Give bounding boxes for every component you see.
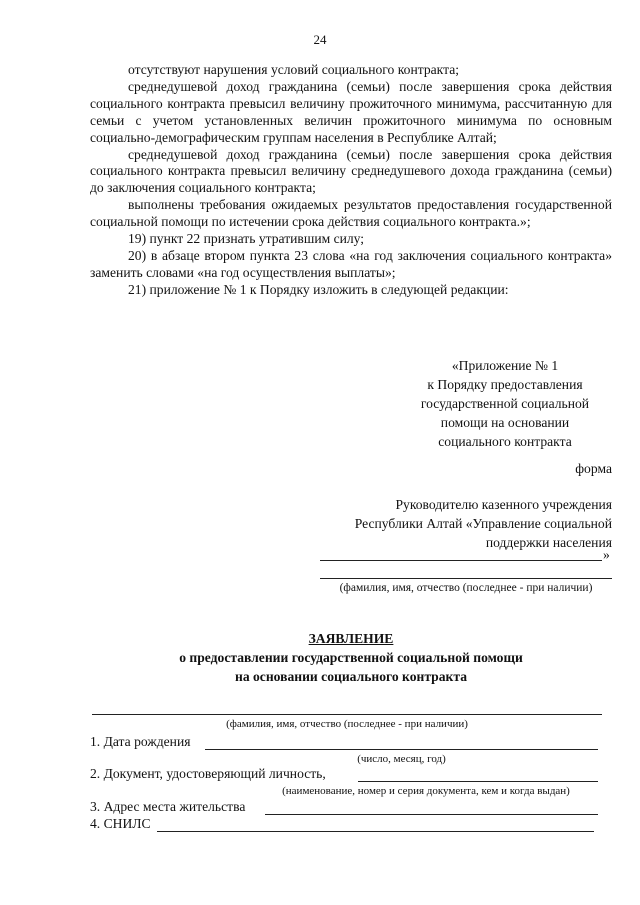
id-document-field-line[interactable] (358, 781, 598, 782)
appendix-line: к Порядку предоставления (427, 377, 583, 392)
title-line: о предоставлении государственной социальной помощи (179, 650, 523, 665)
birth-date-field-line[interactable] (205, 749, 598, 750)
page-number: 24 (313, 32, 327, 47)
applicant-fio-line[interactable] (320, 578, 612, 579)
paragraph: выполнены требования ожидаемых результатов предоставления государственной социальной помощи по истечении срока действия социального контракта.»; (90, 197, 612, 230)
paragraph: 21) приложение № 1 к Порядку изложить в следующей редакции: (128, 281, 509, 297)
paragraph: среднедушевой доход гражданина (семьи) после завершения срока действия социального контракта превысил величину среднедушевого дохода гражданина (семьи) до заключения социального контракта; (90, 146, 612, 196)
appendix-line: государственной социальной (420, 396, 590, 411)
document-title (90, 629, 612, 686)
snils-field-line[interactable] (157, 831, 594, 832)
addressee-line: Руководителю казенного учреждения (395, 497, 612, 512)
body-text (90, 62, 612, 299)
appendix-line: помощи на основании (440, 415, 570, 430)
fio-field-line[interactable] (92, 714, 602, 715)
title-line: ЗАЯВЛЕНИЕ (308, 631, 394, 646)
addressee-line: Республики Алтай «Управление социальной (354, 516, 612, 531)
id-document-label: 2. Документ, удостоверяющий личность, (90, 766, 326, 781)
addressee-block (300, 495, 612, 552)
snils-label: 4. СНИЛС (90, 816, 151, 831)
fio-field-hint: (фамилия, имя, отчество (последнее - при наличии) (226, 718, 468, 730)
closing-quote: » (603, 547, 610, 562)
address-field-line[interactable] (265, 814, 598, 815)
applicant-fio-hint: (фамилия, имя, отчество (последнее - при наличии) (339, 582, 593, 594)
paragraph: 20) в абзаце втором пункта 23 слова «на год заключения социального контракта» заменить словами «на год осуществления выплаты»; (90, 247, 612, 280)
appendix-line: социального контракта (438, 434, 572, 449)
appendix-line: «Приложение № 1 (451, 358, 559, 373)
paragraph: 19) пункт 22 признать утратившим силу; (128, 231, 365, 247)
id-document-hint: (наименование, номер и серия документа, кем и когда выдан) (282, 785, 570, 797)
addressee-line: поддержки населения (485, 535, 612, 550)
addressee-blank-line[interactable] (320, 560, 602, 561)
title-line: на основании социального контракта (234, 669, 468, 684)
paragraph: отсутствуют нарушения условий социального контракта; (128, 62, 460, 77)
birth-date-hint: (число, месяц, год) (357, 753, 446, 765)
address-label: 3. Адрес места жительства (90, 799, 246, 814)
paragraph: среднедушевой доход гражданина (семьи) после завершения срока действия социального контракта превысил величину прожиточного минимума, рассчитанную для семьи с учетом установленных величин прожиточного минимума по основным социально-демографическим группам населения в Республике Алтай; (90, 78, 612, 145)
birth-date-label: 1. Дата рождения (90, 734, 191, 749)
form-label: форма (575, 461, 612, 476)
appendix-header (400, 356, 610, 451)
